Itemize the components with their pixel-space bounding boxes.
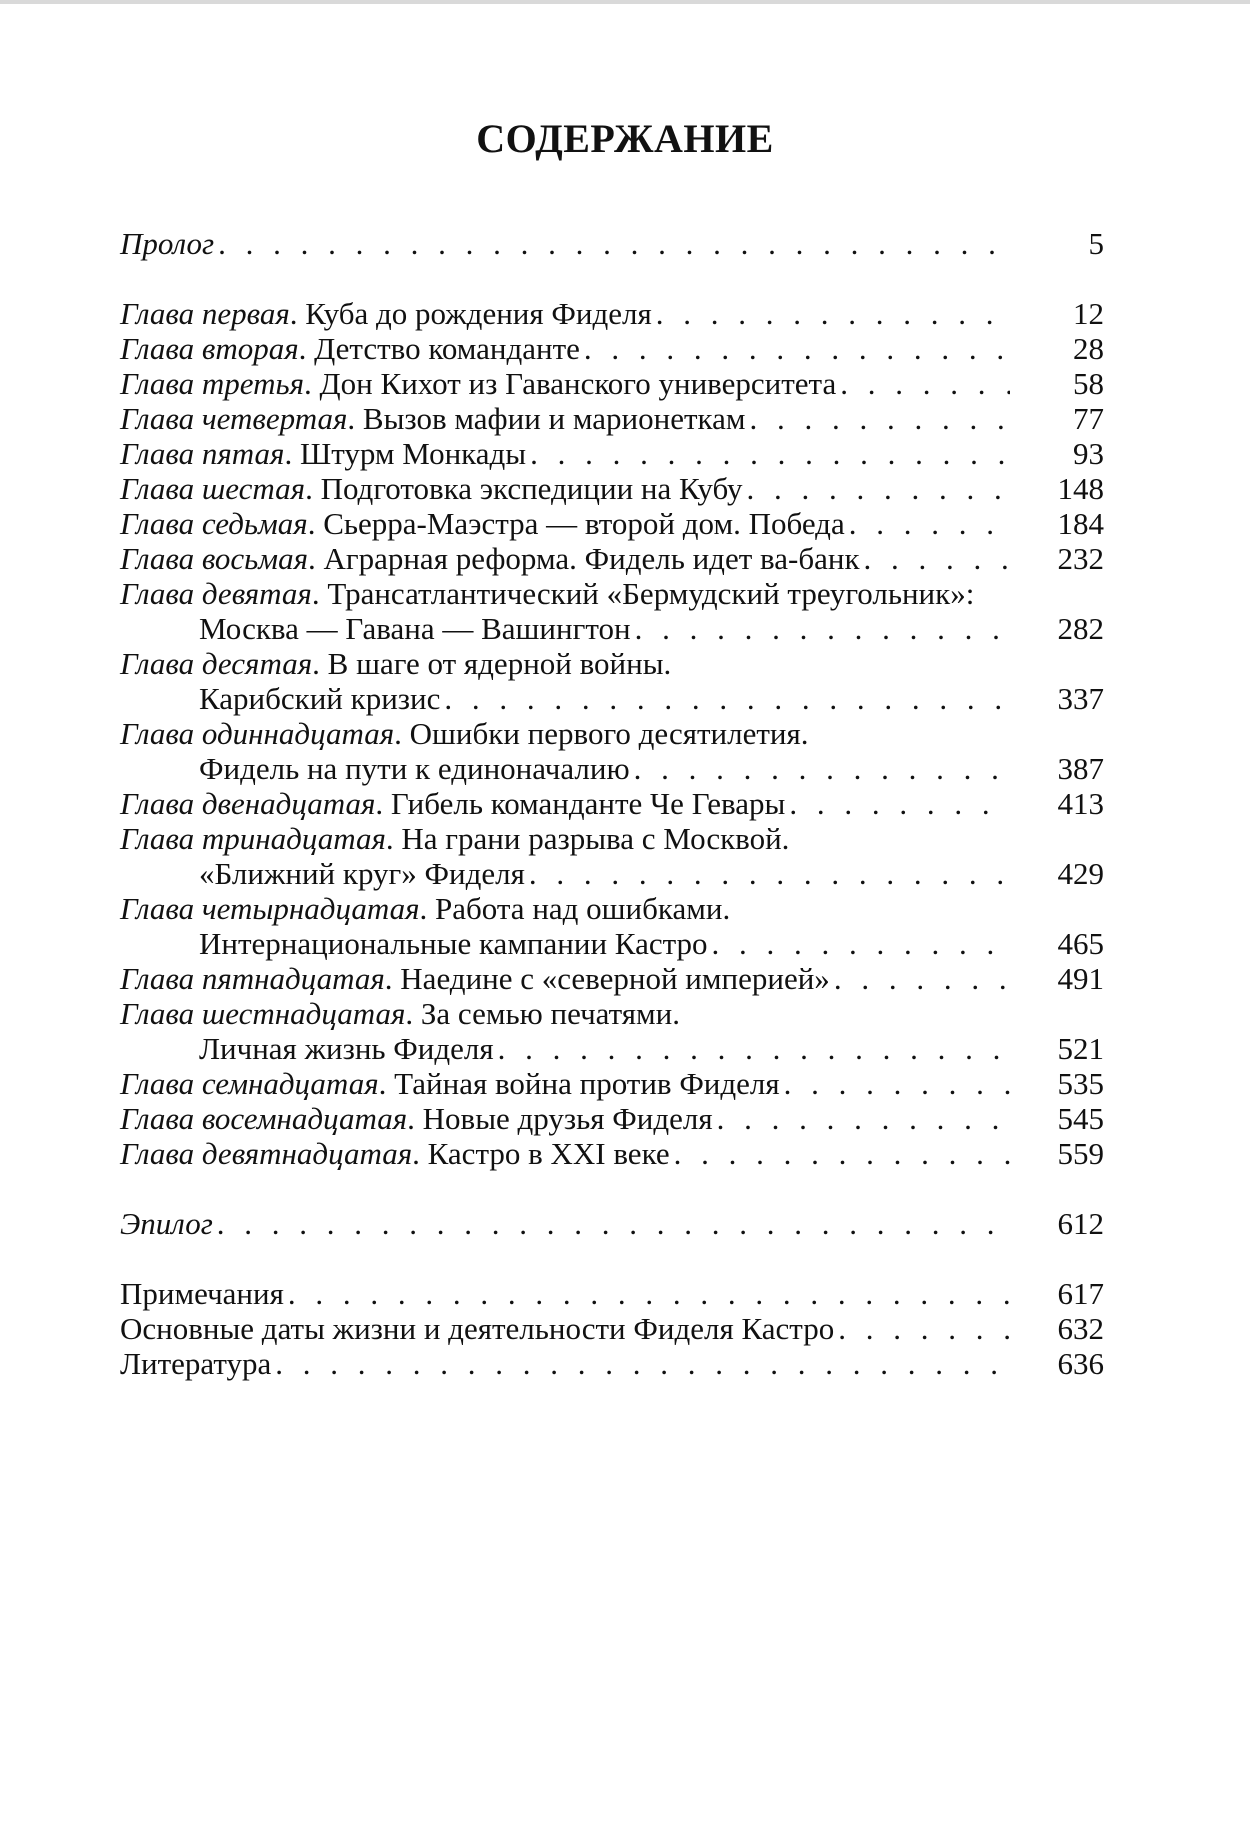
- top-border: [0, 0, 1250, 4]
- dot-leader: [494, 1031, 1010, 1066]
- toc-line: [120, 961, 1104, 996]
- page-number: 632: [1057, 1311, 1104, 1346]
- toc-entry-chapter[interactable]: [120, 996, 1104, 1066]
- page-number: 559: [1057, 1136, 1104, 1171]
- chapter-title-continued: Москва — Гавана — Вашингтон: [199, 611, 631, 646]
- toc-line: [120, 646, 1104, 681]
- chapter-title-continued: Фидель на пути к единоначалию: [199, 751, 630, 786]
- prologue-label: Пролог: [120, 226, 215, 261]
- chapter-number: Глава четырнадцатая: [120, 891, 420, 926]
- page-number: 282: [1057, 611, 1104, 646]
- toc-entry-chapter[interactable]: [120, 401, 1104, 436]
- chapter-title: Новые друзья Фиделя: [422, 1101, 713, 1136]
- chapter-title: Гибель команданте Че Гевары: [390, 786, 786, 821]
- dot-leader: [525, 856, 1010, 891]
- chapter-number: Глава двенадцатая: [120, 786, 376, 821]
- chapter-title: Дон Кихот из Гаванского университета: [319, 366, 837, 401]
- chapter-heading: Глава девятнадцатая. Кастро в XXI веке: [120, 1136, 670, 1171]
- toc-line: [120, 996, 1104, 1031]
- dot-leader: [440, 681, 1010, 716]
- page-number: 617: [1057, 1276, 1104, 1311]
- toc-entry-chapter[interactable]: [120, 471, 1104, 506]
- chapter-number: Глава девятнадцатая: [120, 1136, 413, 1171]
- toc-entry-chapter[interactable]: [120, 716, 1104, 786]
- dot-leader: [834, 1311, 1010, 1346]
- chapter-list: [120, 296, 1104, 1171]
- chapter-title: Куба до рождения Фиделя: [305, 296, 652, 331]
- chapter-heading: Глава семнадцатая. Тайная война против Фиделя: [120, 1066, 780, 1101]
- page-number: 93: [1073, 436, 1104, 471]
- toc-entry-prologue[interactable]: [120, 226, 1104, 261]
- chapter-number: Глава тринадцатая: [120, 821, 386, 856]
- toc-line: [120, 436, 1104, 471]
- toc-entry-appendix[interactable]: [120, 1276, 1104, 1311]
- chapter-title: Штурм Монкады: [299, 436, 527, 471]
- toc-line: [120, 1101, 1104, 1136]
- toc-entry-chapter[interactable]: [120, 436, 1104, 471]
- page-number: 77: [1073, 401, 1104, 436]
- page-number: 58: [1073, 366, 1104, 401]
- toc-entry-chapter[interactable]: [120, 961, 1104, 996]
- chapter-title: В шаге от ядерной войны.: [327, 646, 672, 681]
- toc-line-continuation: [120, 856, 1104, 891]
- toc-line: [120, 821, 1104, 856]
- chapter-number: Глава десятая: [120, 646, 313, 681]
- toc-entry-chapter[interactable]: [120, 366, 1104, 401]
- toc-entry-appendix[interactable]: [120, 1346, 1104, 1381]
- page-number: 232: [1057, 541, 1104, 576]
- chapter-number: Глава шестая: [120, 471, 306, 506]
- page-title: СОДЕРЖАНИЕ: [476, 116, 774, 161]
- chapter-heading: Глава шестнадцатая. За семью печатями.: [120, 996, 680, 1031]
- toc-entry-chapter[interactable]: [120, 541, 1104, 576]
- toc-line: [120, 1136, 1104, 1171]
- chapter-title-continued: Личная жизнь Фиделя: [199, 1031, 494, 1066]
- dot-leader: [526, 436, 1010, 471]
- chapter-number: Глава четвертая: [120, 401, 348, 436]
- chapter-title: Трансатлантический «Бермудский треугольник»:: [327, 576, 975, 611]
- toc-line: [120, 716, 1104, 751]
- chapter-title: Наедине с «северной империей»: [400, 961, 830, 996]
- page-number: 148: [1057, 471, 1104, 506]
- chapter-title-continued: «Ближний круг» Фиделя: [199, 856, 525, 891]
- appendix-label: Примечания: [120, 1276, 284, 1311]
- page-number: 636: [1057, 1346, 1104, 1381]
- table-of-contents: [120, 226, 1104, 1381]
- chapter-number: Глава девятая: [120, 576, 312, 611]
- page-number: 337: [1057, 681, 1104, 716]
- page-number: 521: [1057, 1031, 1104, 1066]
- chapter-title: Вызов мафии и марионеткам: [362, 401, 746, 436]
- toc-entry-chapter[interactable]: [120, 331, 1104, 366]
- dot-leader: [213, 1206, 1010, 1241]
- dot-leader: [713, 1101, 1010, 1136]
- toc-line: [120, 401, 1104, 436]
- chapter-number: Глава пятая: [120, 436, 285, 471]
- chapter-number: Глава одиннадцатая: [120, 716, 395, 751]
- chapter-title: Тайная война против Фиделя: [394, 1066, 780, 1101]
- chapter-title-continued: Интернациональные кампании Кастро: [199, 926, 708, 961]
- appendix-label: Литература: [120, 1346, 272, 1381]
- chapter-heading: Глава восемнадцатая. Новые друзья Фиделя: [120, 1101, 713, 1136]
- dot-leader: [271, 1346, 1010, 1381]
- page-number: 5: [1088, 226, 1104, 261]
- toc-line: [120, 1066, 1104, 1101]
- chapter-heading: Глава одиннадцатая. Ошибки первого десятилетия.: [120, 716, 809, 751]
- appendix-list: [120, 1276, 1104, 1381]
- page-number: 545: [1057, 1101, 1104, 1136]
- toc-line: [120, 296, 1104, 331]
- chapter-heading: Глава четвертая. Вызов мафии и марионеткам: [120, 401, 746, 436]
- dot-leader: [670, 1136, 1010, 1171]
- chapter-number: Глава вторая: [120, 331, 299, 366]
- toc-entry-chapter[interactable]: [120, 891, 1104, 961]
- toc-entry-chapter[interactable]: [120, 296, 1104, 331]
- toc-line: [120, 541, 1104, 576]
- chapter-title: Работа над ошибками.: [435, 891, 731, 926]
- toc-entry-chapter[interactable]: [120, 1101, 1104, 1136]
- toc-line: [120, 331, 1104, 366]
- toc-entry-chapter[interactable]: [120, 506, 1104, 541]
- chapter-heading: Глава четырнадцатая. Работа над ошибками.: [120, 891, 731, 926]
- toc-line: [120, 891, 1104, 926]
- toc-entry-epilogue[interactable]: [120, 1206, 1104, 1241]
- toc-line-continuation: [120, 611, 1104, 646]
- chapter-title: На грани разрыва с Москвой.: [401, 821, 790, 856]
- chapter-heading: Глава тринадцатая. На грани разрыва с Москвой.: [120, 821, 790, 856]
- chapter-heading: Глава пятая. Штурм Монкады: [120, 436, 527, 471]
- chapter-number: Глава первая: [120, 296, 290, 331]
- toc-line: [120, 506, 1104, 541]
- chapter-number: Глава третья: [120, 366, 305, 401]
- chapter-heading: Глава первая. Куба до рождения Фиделя: [120, 296, 652, 331]
- dot-leader: [284, 1276, 1010, 1311]
- toc-line-continuation: [120, 751, 1104, 786]
- chapter-heading: Глава десятая. В шаге от ядерной войны.: [120, 646, 672, 681]
- toc-line: [120, 786, 1104, 821]
- page-number: 535: [1057, 1066, 1104, 1101]
- page-number: 184: [1057, 506, 1104, 541]
- toc-entry-chapter[interactable]: [120, 1136, 1104, 1171]
- dot-leader: [785, 786, 1010, 821]
- page-number: 12: [1073, 296, 1104, 331]
- page-number: 387: [1057, 751, 1104, 786]
- chapter-title-continued: Карибский кризис: [199, 681, 441, 716]
- chapter-title: Подготовка экспедиции на Кубу: [320, 471, 743, 506]
- toc-entry-chapter[interactable]: [120, 786, 1104, 821]
- page-number: 612: [1057, 1206, 1104, 1241]
- chapter-heading: Глава вторая. Детство команданте: [120, 331, 580, 366]
- chapter-heading: Глава пятнадцатая. Наедине с «северной империей»: [120, 961, 830, 996]
- dot-leader: [780, 1066, 1010, 1101]
- toc-line: [120, 576, 1104, 611]
- chapter-number: Глава семнадцатая: [120, 1066, 379, 1101]
- appendix-label: Основные даты жизни и деятельности Фиделя Кастро: [120, 1311, 835, 1346]
- chapter-title: Сьерра-Маэстра — второй дом. Победа: [323, 506, 845, 541]
- page-number: 28: [1073, 331, 1104, 366]
- toc-line-continuation: [120, 926, 1104, 961]
- chapter-heading: Глава двенадцатая. Гибель команданте Че Гевары: [120, 786, 786, 821]
- dot-leader: [580, 331, 1010, 366]
- chapter-heading: Глава третья. Дон Кихот из Гаванского университета: [120, 366, 837, 401]
- toc-entry-appendix[interactable]: [120, 1311, 1104, 1346]
- toc-line: [120, 471, 1104, 506]
- chapter-number: Глава седьмая: [120, 506, 308, 541]
- chapter-title: Кастро в XXI веке: [427, 1136, 670, 1171]
- page-number: 429: [1057, 856, 1104, 891]
- chapter-heading: Глава девятая. Трансатлантический «Бермудский треугольник»:: [120, 576, 975, 611]
- chapter-title: Ошибки первого десятилетия.: [409, 716, 809, 751]
- chapter-heading: Глава шестая. Подготовка экспедиции на Кубу: [120, 471, 743, 506]
- toc-entry-chapter[interactable]: [120, 576, 1104, 646]
- dot-leader: [845, 506, 1010, 541]
- dot-leader: [830, 961, 1010, 996]
- toc-entry-chapter[interactable]: [120, 821, 1104, 891]
- chapter-title: Детство команданте: [314, 331, 580, 366]
- page-number: 465: [1057, 926, 1104, 961]
- chapter-number: Глава восьмая: [120, 541, 308, 576]
- page-number: 491: [1057, 961, 1104, 996]
- chapter-number: Глава шестнадцатая: [120, 996, 406, 1031]
- chapter-heading: Глава восьмая. Аграрная реформа. Фидель идет ва-банк: [120, 541, 860, 576]
- chapter-title: За семью печатями.: [420, 996, 680, 1031]
- page-number: 413: [1057, 786, 1104, 821]
- toc-line: [120, 366, 1104, 401]
- chapter-number: Глава восемнадцатая: [120, 1101, 408, 1136]
- chapter-heading: Глава седьмая. Сьерра-Маэстра — второй дом. Победа: [120, 506, 845, 541]
- toc-entry-chapter[interactable]: [120, 1066, 1104, 1101]
- dot-leader: [631, 611, 1010, 646]
- toc-line-continuation: [120, 1031, 1104, 1066]
- epilogue-label: Эпилог: [120, 1206, 213, 1241]
- chapter-number: Глава пятнадцатая: [120, 961, 385, 996]
- dot-leader: [708, 926, 1010, 961]
- dot-leader: [214, 226, 1010, 261]
- dot-leader: [746, 401, 1011, 436]
- dot-leader: [743, 471, 1010, 506]
- chapter-title: Аграрная реформа. Фидель идет ва-банк: [323, 541, 860, 576]
- dot-leader: [652, 296, 1010, 331]
- toc-line-continuation: [120, 681, 1104, 716]
- dot-leader: [860, 541, 1010, 576]
- dot-leader: [836, 366, 1010, 401]
- dot-leader: [630, 751, 1010, 786]
- toc-entry-chapter[interactable]: [120, 646, 1104, 716]
